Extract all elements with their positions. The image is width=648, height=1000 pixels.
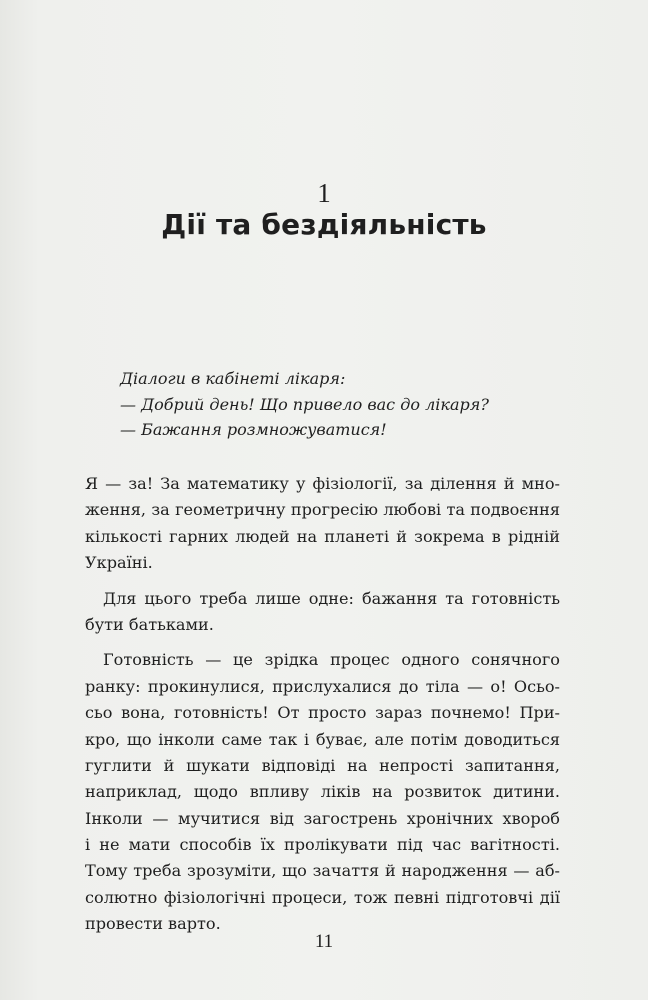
paragraph xyxy=(85,471,560,577)
epigraph-line: Діалоги в кабінеті лікаря: xyxy=(120,369,346,388)
text-line: ранку: прокинулися, прислухалися до тіла — о! Осьо- xyxy=(85,676,560,696)
text-line: гуглити й шукати відповіді на непрості запитання, xyxy=(85,755,560,775)
text-line: бути батьками. xyxy=(85,614,214,634)
text-line: Україні. xyxy=(85,553,153,573)
chapter-title: Дії та бездіяльність xyxy=(161,208,487,241)
text-line: кількості гарних людей на планеті й зокрема в рідній xyxy=(85,526,560,546)
epigraph-line: — Добрий день! Що привело вас до лікаря? xyxy=(120,394,489,414)
paragraph xyxy=(85,647,560,937)
body-text xyxy=(85,471,560,938)
paragraph xyxy=(85,586,560,639)
text-line: Тому треба зрозуміти, що зачаття й народження — аб- xyxy=(85,861,560,881)
page-number: 11 xyxy=(314,931,334,952)
text-line: і не мати способів їх пролікувати під час вагітності. xyxy=(85,835,560,855)
text-line: кро, що інколи саме так і буває, але потім доводиться xyxy=(85,729,560,749)
chapter-number: 1 xyxy=(317,178,331,208)
text-line: сьо вона, готовність! От просто зараз почнемо! При- xyxy=(85,703,560,723)
text-line: Я — за! За математику у фізіології, за ділення й мно- xyxy=(85,474,560,493)
epigraph-line: — Бажання розмножуватися! xyxy=(120,420,387,439)
text-line: Інколи — мучитися від загострень хронічних хвороб xyxy=(85,808,560,828)
text-line: наприклад, щодо впливу ліків на розвиток дитини. xyxy=(85,782,560,802)
epigraph xyxy=(120,366,560,443)
text-line: солютно фізіологічні процеси, тож певні підготовчі дії xyxy=(85,887,560,907)
text-line: провести варто. xyxy=(85,914,221,934)
text-line: Для цього треба лише одне: бажання та готовність xyxy=(103,588,560,608)
text-line: Готовність — це зрідка процес одного сонячного xyxy=(103,650,560,670)
text-line: ження, за геометричну прогресію любові та подвоєння xyxy=(85,500,560,520)
